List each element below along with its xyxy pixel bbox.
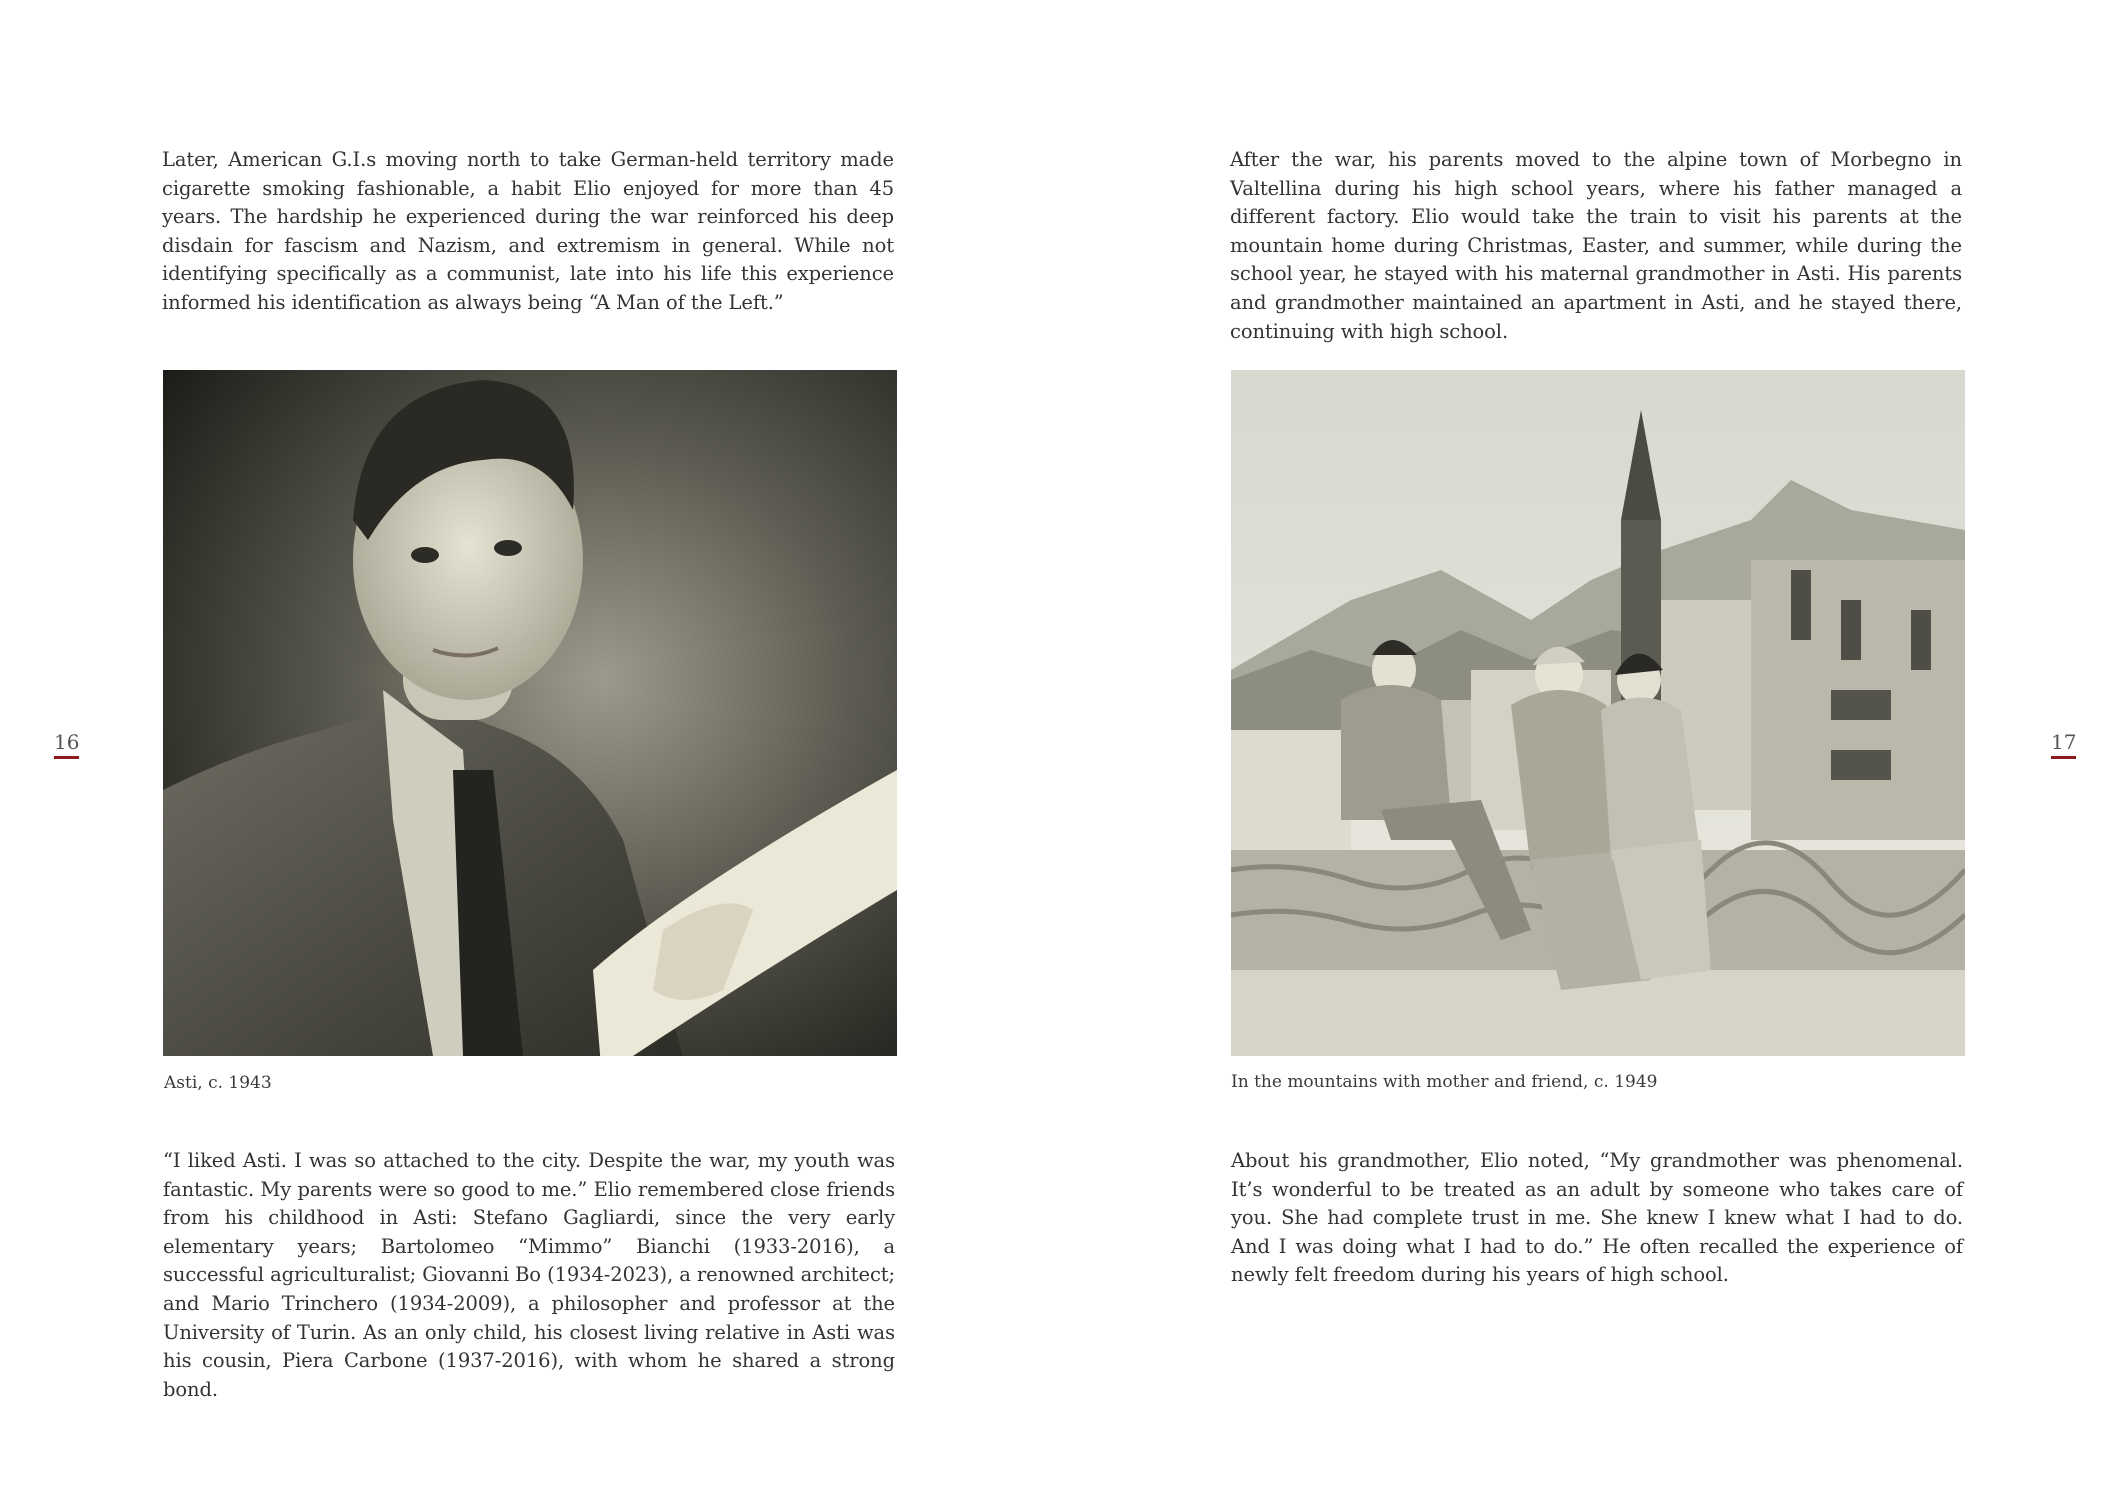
mountain-image	[1231, 370, 1965, 1056]
right-page-number-text: 17	[2051, 730, 2077, 754]
mountain-photo	[1231, 370, 1965, 1056]
portrait-photo	[163, 370, 897, 1056]
right-page-number-underline	[2051, 756, 2076, 759]
left-top-paragraph: Later, American G.I.s moving north to take German-held territory made cigarette smoking fashionable, a habit Elio enjoyed for more than 45 years. The hardship he experienced during the war reinforced his deep disdain for fascism and Nazism, and extremism in general. While not identifying specifically as a communist, late into his life this experience informed his identification as always being “A Man of the Left.”	[162, 148, 894, 314]
left-page-number	[54, 730, 79, 759]
right-top-paragraph: After the war, his parents moved to the alpine town of Morbegno in Valtellina during his high school years, where his father managed a different factory. Elio would take the train to visit his parents at the mountain home during Christmas, Easter, and summer, while during the school year, he stayed with his maternal grandmother in Asti. His parents and grandmother maintained an apartment in Asti, and he stayed there, continuing with high school.	[1230, 148, 1962, 343]
portrait-image	[163, 370, 897, 1056]
left-bottom-paragraph: “I liked Asti. I was so attached to the city. Despite the war, my youth was fantastic. My parents were so good to me.” Elio remembered close friends from his childhood in Asti: Stefano Gagliardi, since the very early elementary years; Bartolomeo “Mimmo” Bianchi (1933-2016), a successful agriculturalist; Giovanni Bo (1934-2023), a renowned architect; and Mario Trinchero (1934-2009), a philosopher and professor at the University of Turin. As an only child, his closest living relative in Asti was his cousin, Piera Carbone (1937-2016), with whom he shared a strong bond.	[163, 1149, 895, 1401]
left-page-number-text: 16	[54, 730, 80, 754]
left-photo-caption: Asti, c. 1943	[164, 1073, 272, 1093]
right-photo-caption: In the mountains with mother and friend, c. 1949	[1231, 1072, 1658, 1092]
right-page	[1059, 0, 2118, 1502]
left-page-number-underline	[54, 756, 79, 759]
right-bottom-paragraph: About his grandmother, Elio noted, “My grandmother was phenomenal. It’s wonderful to be treated as an adult by someone who takes care of you. She had complete trust in me. She knew I knew what I had to do. And I was doing what I had to do.” He often recalled the experience of newly felt freedom during his years of high school.	[1231, 1149, 1963, 1287]
right-page-number	[2051, 730, 2076, 759]
